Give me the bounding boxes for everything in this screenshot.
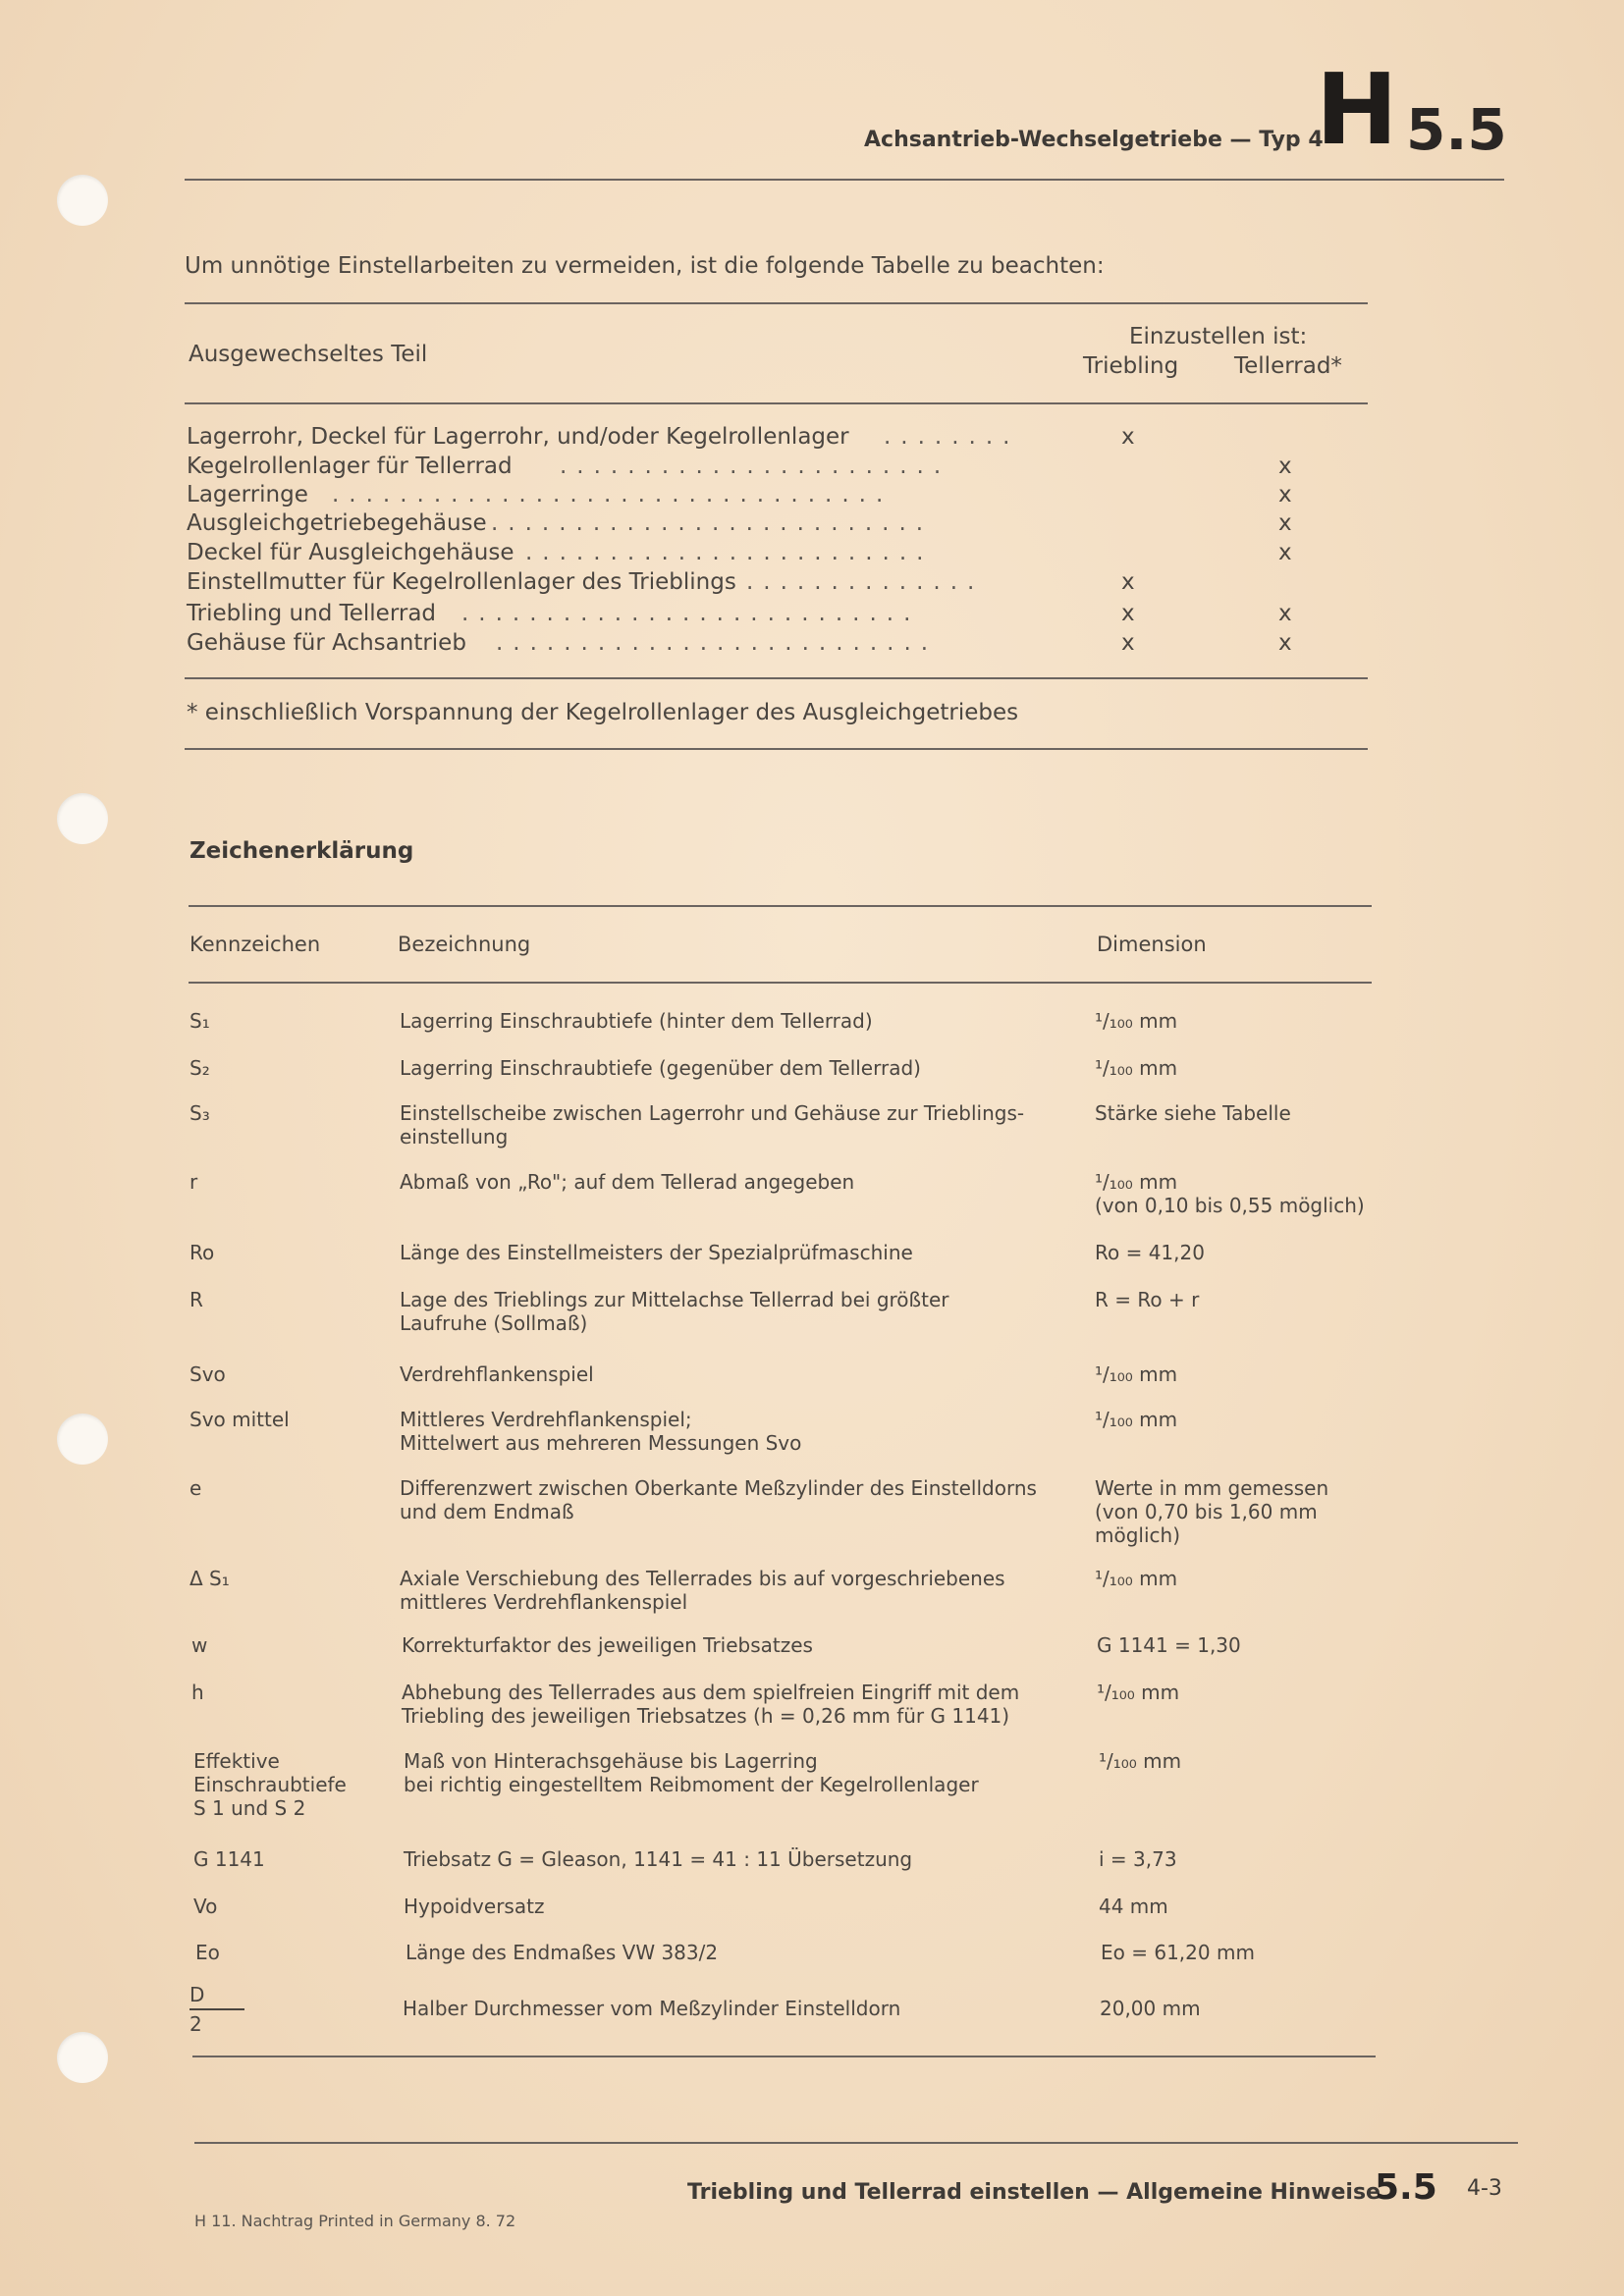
punch-hole [57,793,108,844]
legend-desc: Axiale Verschiebung des Tellerrades bis auf vorgeschriebenes mittleres Verdrehflankenspiel [400,1567,1005,1614]
header-number: 5.5 [1406,96,1507,163]
legend-desc: Verdrehflankenspiel [400,1362,594,1386]
table-rule-header [185,402,1368,404]
parts-row-label: Gehäuse für Achsantrieb [187,630,466,656]
col-tellerrad-header: Tellerrad* [1234,353,1342,379]
footnote-rule [185,748,1368,750]
triebling-mark: x [1121,569,1135,595]
footer-print-note: H 11. Nachtrag Printed in Germany 8. 72 [194,2212,516,2230]
parts-row [187,424,1384,454]
parts-row-label: Einstellmutter für Kegelrollenlager des Trieblings [187,569,736,595]
legend-dim: i = 3,73 [1099,1847,1177,1871]
legend-desc: Halber Durchmesser vom Meßzylinder Einstelldorn [403,1997,901,2020]
parts-row [187,601,1384,630]
legend-desc: Länge des Endmaßes VW 383/2 [406,1941,719,1964]
parts-row-label: Lagerringe [187,482,308,507]
legend-sign: r [189,1170,198,1194]
triebling-mark: x [1121,601,1135,626]
legend-sign: Eo [195,1941,220,1964]
legend-dim: Eo = 61,20 mm [1101,1941,1255,1964]
tellerrad-mark: x [1278,540,1292,565]
legend-desc: Lagerring Einschraubtiefe (gegenüber dem Tellerrad) [400,1056,921,1080]
legend-dim: Ro = 41,20 [1095,1241,1205,1264]
parts-row-label: Kegelrollenlager für Tellerrad [187,454,513,479]
legend-col-sign: Kennzeichen [189,933,321,956]
leader-dots: .............. [746,569,985,595]
legend-sign: Svo mittel [189,1408,290,1431]
legend-dim: ¹/₁₀₀ mm [1095,1056,1178,1080]
footer-title: Triebling und Tellerrad einstellen — Allgemeine Hinweise [687,2180,1380,2205]
parts-row [187,454,1384,483]
legend-col-dim: Dimension [1097,933,1207,956]
legend-sign: Effektive Einschraubtiefe S 1 und S 2 [193,1749,347,1820]
fraction-bar [189,2008,244,2010]
parts-row-label: Lagerrohr, Deckel für Lagerrohr, und/oder Kegelrollenlager [187,424,849,450]
legend-sign: Vo [193,1895,218,1918]
leader-dots: .......................... [496,630,939,656]
parts-row [187,510,1384,540]
legend-desc: Lage des Trieblings zur Mittelachse Tellerrad bei größter Laufruhe (Sollmaß) [400,1288,949,1335]
triebling-mark: x [1121,630,1135,656]
fraction-denominator: 2 [189,2012,202,2036]
legend-dim: ¹/₁₀₀ mm [1095,1408,1178,1431]
legend-dim: ¹/₁₀₀ mm [1095,1362,1178,1386]
legend-desc: Hypoidversatz [404,1895,545,1918]
legend-sign: Ro [189,1241,215,1264]
punch-hole [57,1414,108,1465]
legend-rule-header [189,982,1372,984]
tellerrad-mark: x [1278,510,1292,536]
leader-dots: ................................. [332,482,893,507]
legend-rule-bottom [192,2056,1376,2057]
legend-desc: Differenzwert zwischen Oberkante Meßzylinder des Einstelldorns und dem Endmaß [400,1476,1037,1523]
legend-desc: Abhebung des Tellerrades aus dem spielfreien Eingriff mit dem Triebling des jeweiligen Triebsatzes (h = 0,26 mm für G 1141) [402,1681,1020,1728]
table-rule-bottom [185,677,1368,679]
punch-hole [57,2032,108,2083]
leader-dots: ........ [884,424,1020,450]
table-rule-top [185,302,1368,304]
legend-dim: ¹/₁₀₀ mm [1097,1681,1180,1704]
legend-sign: w [191,1633,208,1657]
legend-desc: Mittleres Verdrehflankenspiel; Mittelwert aus mehreren Messungen Svo [400,1408,802,1455]
triebling-mark: x [1121,424,1135,450]
tellerrad-mark: x [1278,601,1292,626]
legend-desc: Maß von Hinterachsgehäuse bis Lagerring bei richtig eingestelltem Reibmoment der Kegelrollenlager [404,1749,979,1796]
legend-title: Zeichenerklärung [189,838,414,864]
col-part-header: Ausgewechseltes Teil [189,342,428,367]
legend-dim: Werte in mm gemessen (von 0,70 bis 1,60 mm möglich) [1095,1476,1329,1547]
leader-dots: .......................... [491,510,934,536]
legend-sign: Svo [189,1362,226,1386]
parts-row [187,482,1384,511]
tellerrad-mark: x [1278,630,1292,656]
punch-hole [57,175,108,226]
legend-dim: Stärke siehe Tabelle [1095,1101,1291,1125]
legend-dim: ¹/₁₀₀ mm [1095,1567,1178,1590]
legend-dim: 44 mm [1099,1895,1168,1918]
leader-dots: ........................ [525,540,934,565]
table-footnote: * einschließlich Vorspannung der Kegelrollenlager des Ausgleichgetriebes [187,700,1019,725]
legend-dim: ¹/₁₀₀ mm [1095,1009,1178,1033]
legend-desc: Lagerring Einschraubtiefe (hinter dem Tellerrad) [400,1009,873,1033]
legend-sign: Δ S₁ [189,1567,230,1590]
legend-desc: Einstellscheibe zwischen Lagerrohr und Gehäuse zur Trieblings- einstellung [400,1101,1025,1148]
parts-row [187,630,1384,660]
header-rule [185,179,1504,181]
legend-col-desc: Bezeichnung [398,933,531,956]
leader-dots: ....................... [560,454,951,479]
legend-dim: R = Ro + r [1095,1288,1200,1311]
fraction-d-over-2 [189,1983,248,2036]
legend-desc: Länge des Einstellmeisters der Spezialprüfmaschine [400,1241,913,1264]
legend-desc: Korrekturfaktor des jeweiligen Triebsatzes [402,1633,813,1657]
col-group-header: Einzustellen ist: [1129,324,1308,349]
legend-sign: h [191,1681,204,1704]
parts-row [187,569,1384,599]
footer-page: 4-3 [1467,2176,1502,2201]
legend-desc: Triebsatz G = Gleason, 1141 = 41 : 11 Übersetzung [404,1847,913,1871]
legend-sign: S₁ [189,1009,210,1033]
col-triebling-header: Triebling [1083,353,1179,379]
tellerrad-mark: x [1278,482,1292,507]
leader-dots: ........................... [461,601,921,626]
intro-text: Um unnötige Einstellarbeiten zu vermeiden, ist die folgende Tabelle zu beachten: [185,253,1105,279]
legend-row-fraction [189,1983,1387,2042]
legend-sign: S₂ [189,1056,210,1080]
footer-rule [194,2142,1518,2144]
tellerrad-mark: x [1278,454,1292,479]
legend-dim: ¹/₁₀₀ mm (von 0,10 bis 0,55 möglich) [1095,1170,1365,1217]
legend-sign: R [189,1288,203,1311]
parts-row-label: Deckel für Ausgleichgehäuse [187,540,514,565]
fraction-numerator: D [189,1983,205,2006]
legend-rule-top [189,905,1372,907]
parts-row-label: Ausgleichgetriebegehäuse [187,510,487,536]
legend-sign: G 1141 [193,1847,265,1871]
legend-dim: ¹/₁₀₀ mm [1099,1749,1182,1773]
legend-dim: 20,00 mm [1100,1997,1201,2020]
header-letter: H [1316,52,1398,167]
legend-desc: Abmaß von „Ro"; auf dem Tellerad angegeben [400,1170,855,1194]
parts-row [187,540,1384,569]
legend-sign: e [189,1476,202,1500]
footer-number: 5.5 [1375,2167,1437,2208]
legend-dim: G 1141 = 1,30 [1097,1633,1241,1657]
header-title: Achsantrieb-Wechselgetriebe — Typ 4 [864,128,1324,152]
legend-sign: S₃ [189,1101,210,1125]
parts-row-label: Triebling und Tellerrad [187,601,437,626]
